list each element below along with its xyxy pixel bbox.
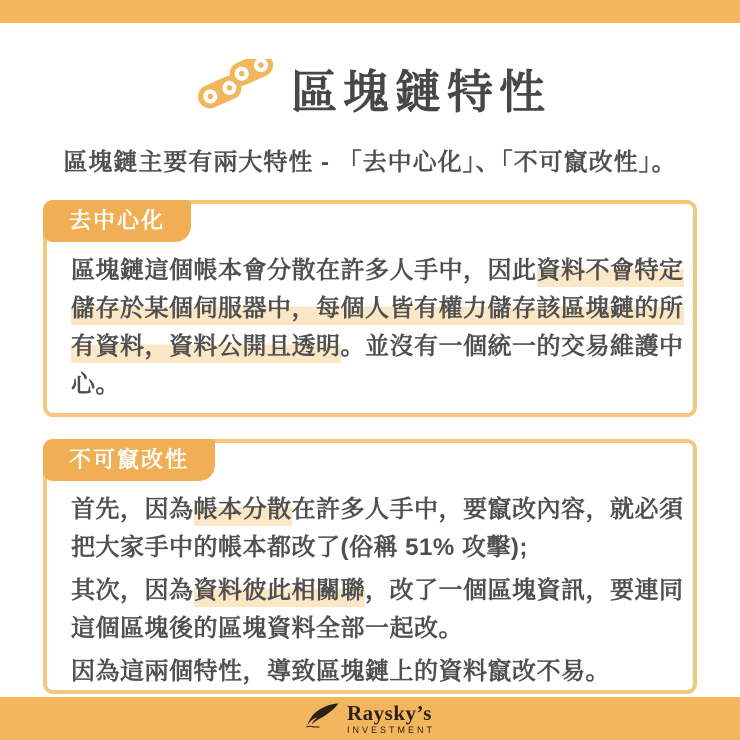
footer-orange-band xyxy=(0,697,740,740)
text-line: 有資料，資料公開且透明。並沒有一個統一的交易維護中 xyxy=(71,328,681,366)
brand-subtitle: INVESTMENT xyxy=(346,724,435,735)
text-line: 因為這兩個特性，導致區塊鏈上的資料竄改不易。 xyxy=(71,658,610,685)
section-tab-decentralization: 去中心化 xyxy=(43,200,191,242)
brand-name: Raysky’s xyxy=(346,700,432,725)
section-decentralization xyxy=(43,200,697,417)
top-orange-band xyxy=(0,0,740,23)
brand-logo xyxy=(305,702,435,735)
quill-icon xyxy=(305,702,341,735)
section-body-decentralization xyxy=(71,252,684,404)
page-title: 區塊鏈特性 xyxy=(291,65,551,118)
text-line: 儲存於某個伺服器中，每個人皆有權力儲存該區塊鏈的所 xyxy=(71,290,681,328)
brand-text xyxy=(346,700,435,735)
header xyxy=(0,55,740,122)
text-line: 首先，因為帳本分散在許多人手中，要竄改內容，就必須 xyxy=(71,491,681,529)
text-line: 心。 xyxy=(71,371,120,398)
text-line: 其次，因為資料彼此相關聯，改了一個區塊資訊，要連同 xyxy=(71,572,681,610)
text-line: 區塊鏈這個帳本會分散在許多人手中，因此資料不會特定 xyxy=(71,252,681,290)
text-line: 把大家手中的帳本都改了(俗稱 51% 攻擊); xyxy=(71,534,528,561)
text-line: 這個區塊後的區塊資料全部一起改。 xyxy=(71,615,463,642)
section-body-immutability xyxy=(71,491,684,691)
section-immutability xyxy=(43,439,697,694)
section-tab-immutability: 不可竄改性 xyxy=(43,439,215,481)
page-subtitle: 區塊鏈主要有兩大特性 - 「去中心化」、「不可竄改性」。 xyxy=(63,149,677,176)
chain-links-icon xyxy=(189,59,273,122)
